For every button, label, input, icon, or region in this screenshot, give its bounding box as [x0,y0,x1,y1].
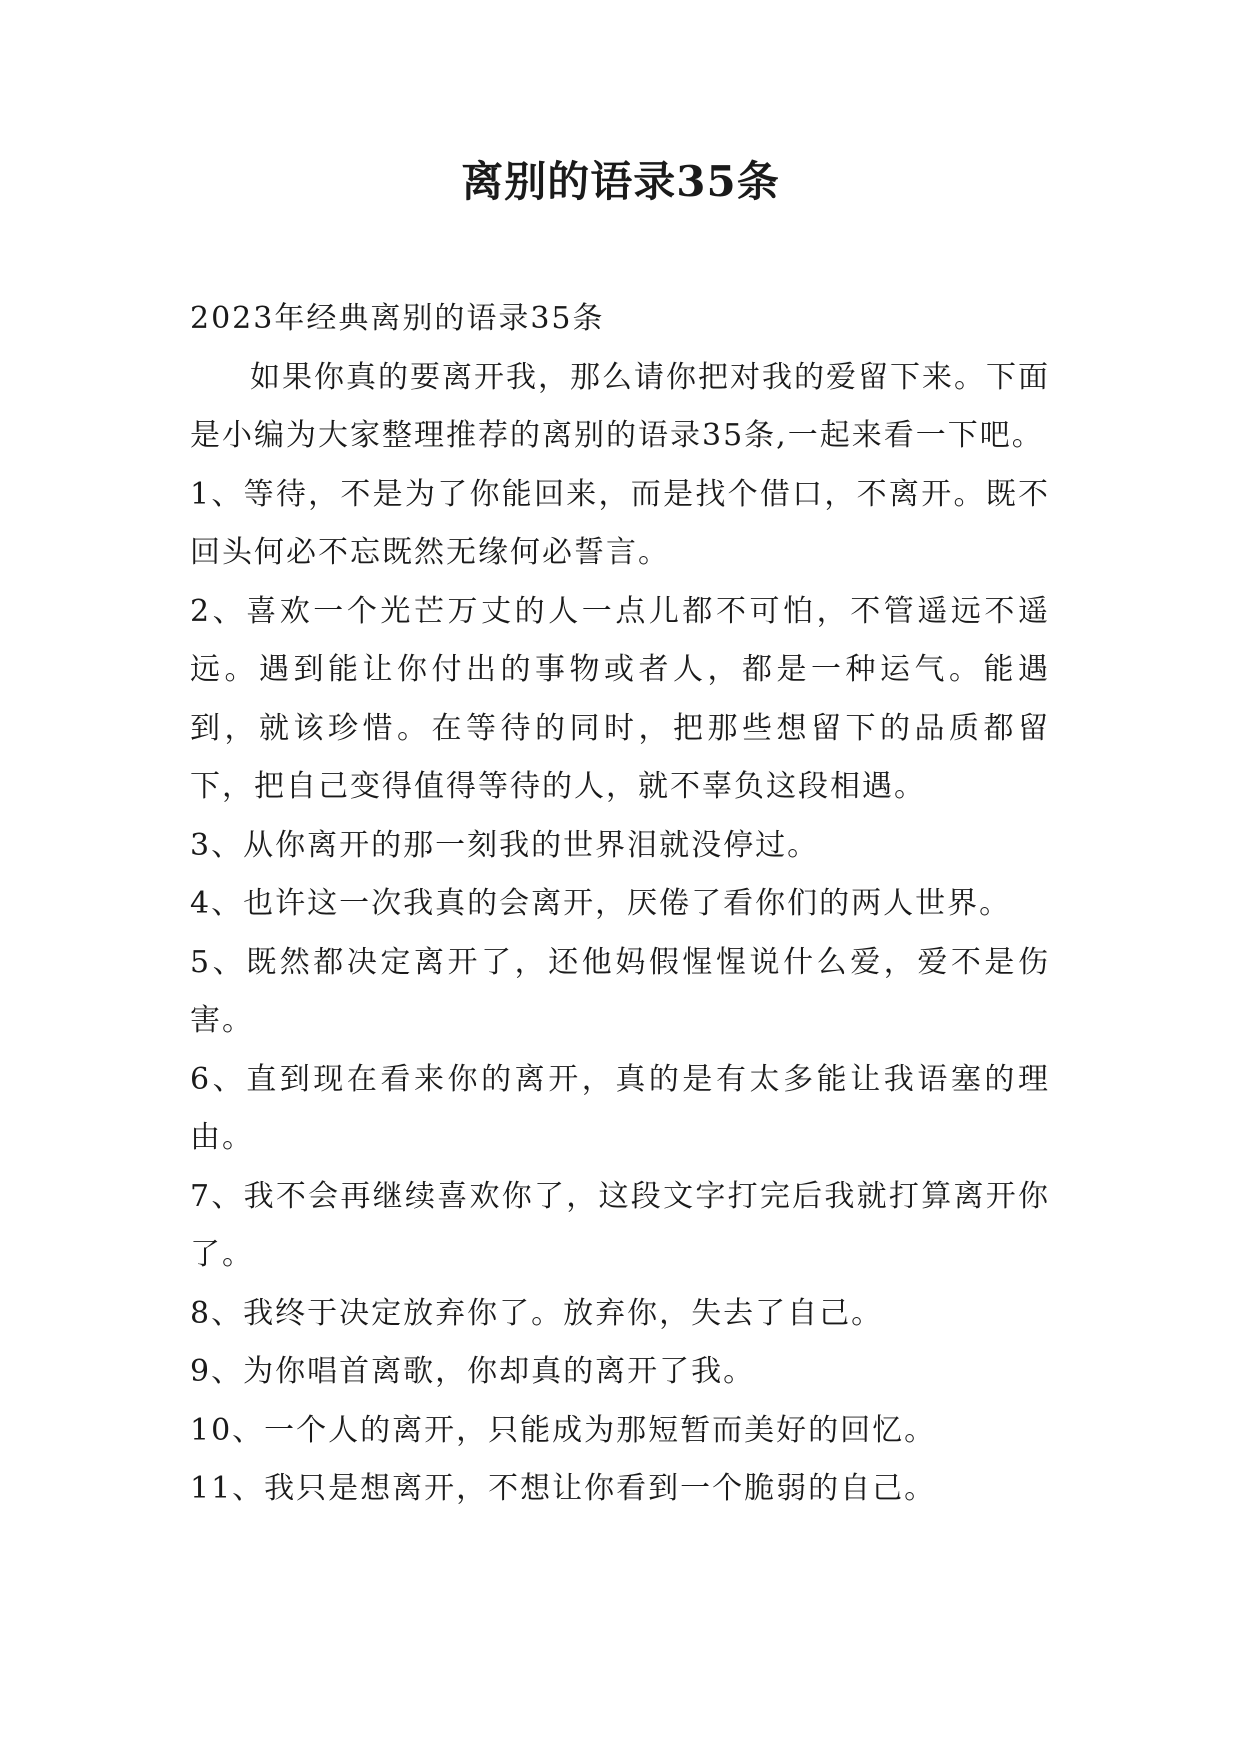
document-subtitle: 2023年经典离别的语录35条 [190,301,605,336]
quote-item-7: 7、我不会再继续喜欢你了，这段文字打完后我就打算离开你了。 [190,1178,1050,1272]
quote-item-6: 6、直到现在看来你的离开，真的是有太多能让我语塞的理由。 [190,1061,1050,1155]
quote-item-4: 4、也许这一次我真的会离开，厌倦了看你们的两人世界。 [190,886,1012,921]
quote-item-2: 2、喜欢一个光芒万丈的人一点儿都不可怕，不管遥远不遥远。遇到能让你付出的事物或者人，都是一种运气。能遇到，就该珍惜。在等待的同时，把那些想留下的品质都留下，把自己变得值得等待的人，就不辜负这段相遇。 [190,593,1050,804]
quote-item-3: 3、从你离开的那一刻我的世界泪就没停过。 [190,827,820,863]
intro-paragraph: 如果你真的要离开我，那么请你把对我的爱留下来。下面是小编为大家整理推荐的离别的语录35条,一起来看一下吧。 [190,359,1050,453]
quote-item-9: 9、为你唱首离歌，你却真的离开了我。 [190,1354,756,1389]
quote-item-1: 1、等待，不是为了你能回来，而是找个借口，不离开。既不回头何必不忘既然无缘何必誓言。 [190,476,1050,570]
document-body [190,290,1050,1519]
quote-item-10: 10、一个人的离开，只能成为那短暂而美好的回忆。 [190,1412,937,1448]
document-title: 离别的语录35条 [461,157,780,206]
quote-item-8: 8、我终于决定放弃你了。放弃你，失去了自己。 [190,1295,884,1331]
quote-item-5: 5、既然都决定离开了，还他妈假惺惺说什么爱，爱不是伤害。 [190,944,1050,1038]
quote-item-11: 11、我只是想离开，不想让你看到一个脆弱的自己。 [190,1471,937,1506]
